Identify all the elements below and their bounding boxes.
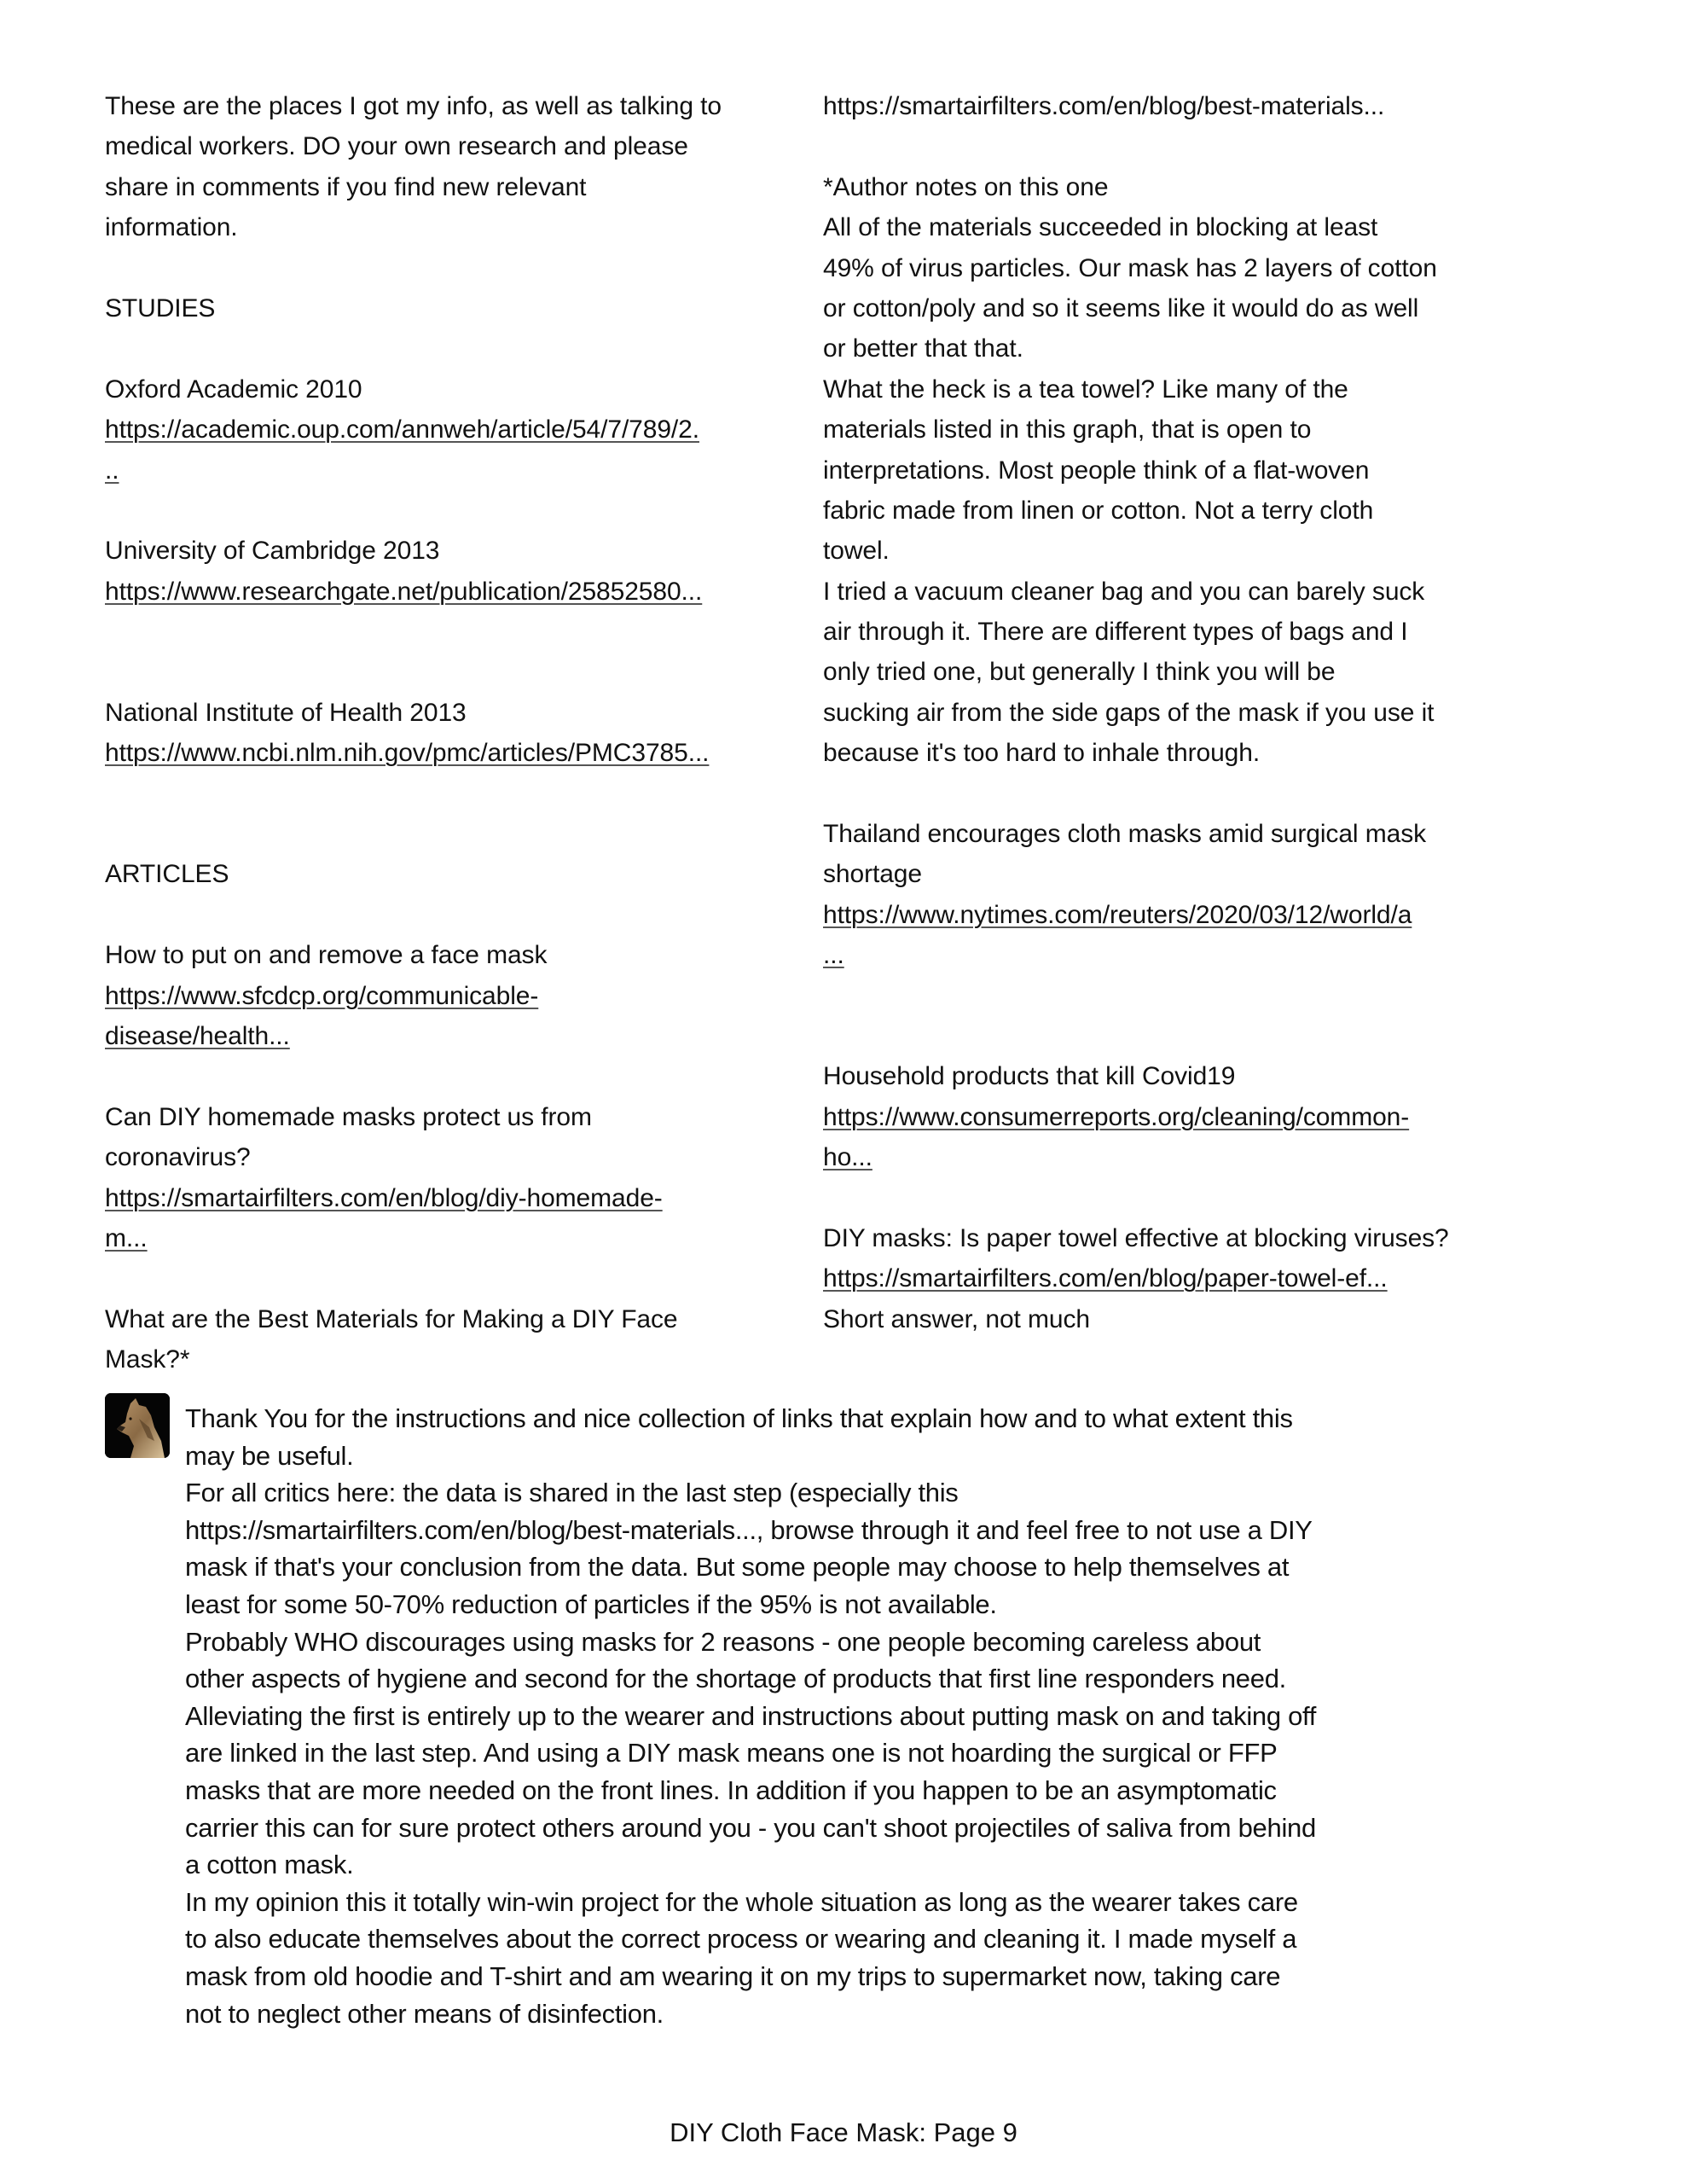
link-line[interactable] (105, 450, 804, 491)
comment-line: Alleviating the first is entirely up to the wearer and instructions about putting mask on and taking off (185, 1700, 1317, 1731)
link-text[interactable]: https://www.sfcdcp.org/communicable- (105, 981, 539, 1010)
comment-line: may be useful. (185, 1440, 354, 1471)
comment-line: other aspects of hygiene and second for the shortage of products that first line responders need. (185, 1664, 1286, 1694)
line-text: or cotton/poly and so it seems like it would do as well (823, 293, 1419, 322)
text-line (823, 328, 1557, 369)
blank-line (823, 1178, 1557, 1218)
link-text[interactable]: disease/health... (105, 1021, 290, 1050)
blank-line (105, 1258, 804, 1298)
comment-line: not to neglect other means of disinfection. (185, 1998, 664, 2029)
text-line (823, 491, 1557, 531)
line-text: sucking air from the side gaps of the mask if you use it (823, 698, 1435, 727)
link-line[interactable] (823, 1097, 1557, 1137)
text-line (105, 531, 804, 571)
text-line (105, 1137, 804, 1177)
link-line[interactable] (105, 1178, 804, 1218)
text-line (823, 167, 1557, 207)
comment-line: For all critics here: the data is shared in the last step (especially this (185, 1478, 959, 1508)
line-text: Household products that kill Covid19 (823, 1062, 1236, 1091)
comment-line: a cotton mask. (185, 1850, 354, 1880)
line-text: These are the places I got my info, as well as talking to (105, 92, 722, 120)
link-text[interactable]: https://www.consumerreports.org/cleaning/common- (823, 1102, 1410, 1131)
comment-line: to also educate themselves about the correct process or wearing and cleaning it. I made myself a (185, 1924, 1297, 1955)
line-text: because it's too hard to inhale through. (823, 739, 1261, 768)
comment-line: least for some 50-70% reduction of particles if the 95% is not available. (185, 1589, 997, 1619)
line-text: only tried one, but generally I think you will be (823, 658, 1336, 687)
line-text: 49% of virus particles. Our mask has 2 layers of cotton (823, 253, 1437, 282)
line-text: University of Cambridge 2013 (105, 537, 440, 566)
link-line[interactable] (105, 733, 804, 773)
comment-line: masks that are more needed on the front lines. In addition if you happen to be an asymptomatic (185, 1774, 1277, 1805)
comment-line: In my opinion this it totally win-win project for the whole situation as long as the wearer takes care (185, 1886, 1298, 1917)
comment-line: are linked in the last step. And using a DIY mask means one is not hoarding the surgical or FFP (185, 1738, 1278, 1769)
text-line (105, 288, 804, 328)
blank-line (823, 126, 1557, 166)
link-text[interactable]: m... (105, 1223, 148, 1252)
blank-line (105, 612, 804, 652)
link-text[interactable]: .. (105, 456, 119, 485)
wolf-avatar-icon[interactable] (105, 1393, 170, 1458)
text-line (105, 207, 804, 247)
line-text: All of the materials succeeded in blocking at least (823, 213, 1378, 242)
line-text: STUDIES (105, 293, 216, 322)
link-text[interactable]: https://academic.oup.com/annweh/article/54/7/789/2. (105, 415, 699, 444)
link-line[interactable] (823, 1137, 1557, 1177)
line-text: coronavirus? (105, 1143, 251, 1172)
link-line[interactable] (823, 935, 1557, 975)
text-line (105, 369, 804, 410)
text-line (105, 854, 804, 894)
text-line (105, 1097, 804, 1137)
text-line (823, 854, 1557, 894)
text-line (823, 450, 1557, 491)
comment-line: Probably WHO discourages using masks for 2 reasons - one people becoming careless about (185, 1626, 1261, 1657)
blank-line (105, 1056, 804, 1096)
line-text: Mask?* (105, 1345, 190, 1374)
line-text: information. (105, 213, 238, 242)
blank-line (105, 814, 804, 854)
text-line (823, 733, 1557, 773)
line-text: How to put on and remove a face mask (105, 941, 548, 970)
line-text: medical workers. DO your own research and please (105, 132, 688, 161)
line-text: https://smartairfilters.com/en/blog/best-materials... (823, 92, 1385, 120)
page-footer: DIY Cloth Face Mask: Page 9 (670, 2117, 1017, 2147)
line-text: towel. (823, 537, 890, 566)
link-text[interactable]: ... (823, 941, 844, 970)
text-line (823, 1299, 1557, 1339)
comment-line: carrier this can for sure protect others around you - you can't shoot projectiles of saliva from behind (185, 1812, 1316, 1843)
link-text[interactable]: https://www.ncbi.nlm.nih.gov/pmc/articles/PMC3785... (105, 739, 710, 768)
blank-line (105, 895, 804, 935)
link-text[interactable]: https://smartairfilters.com/en/blog/diy-homemade- (105, 1183, 663, 1212)
line-text: *Author notes on this one (823, 172, 1109, 201)
text-line (105, 935, 804, 975)
text-line (823, 652, 1557, 692)
blank-line (105, 248, 804, 288)
right-column (823, 86, 1557, 1339)
text-line (105, 126, 804, 166)
line-text: Can DIY homemade masks protect us from (105, 1102, 592, 1131)
comment-line: mask if that's your conclusion from the data. But some people may choose to help themselves at (185, 1552, 1290, 1583)
line-text: air through it. There are different types of bags and I (823, 618, 1408, 647)
text-line (823, 531, 1557, 571)
line-text: What are the Best Materials for Making a DIY Face (105, 1304, 678, 1333)
avatar-image (105, 1393, 170, 1458)
text-line (823, 410, 1557, 450)
text-line (105, 693, 804, 733)
line-text: fabric made from linen or cotton. Not a terry cloth (823, 496, 1374, 525)
link-line[interactable] (823, 1258, 1557, 1298)
comment-line: mask from old hoodie and T-shirt and am wearing it on my trips to supermarket now, taking care (185, 1960, 1281, 1991)
text-line (823, 288, 1557, 328)
comment-text (185, 1400, 1316, 2032)
text-line (823, 814, 1557, 854)
line-text: share in comments if you find new relevant (105, 172, 587, 201)
comment-line: Thank You for the instructions and nice collection of links that explain how and to what extent this (185, 1403, 1293, 1433)
text-line (823, 612, 1557, 652)
blank-line (105, 652, 804, 692)
link-line[interactable] (105, 410, 804, 450)
text-line (823, 1218, 1557, 1258)
text-line (823, 86, 1557, 126)
line-text: Thailand encourages cloth masks amid surgical mask (823, 820, 1426, 849)
line-text: or better that that. (823, 334, 1023, 363)
blank-line (823, 1016, 1557, 1056)
line-text: What the heck is a tea towel? Like many of the (823, 375, 1348, 404)
text-line (823, 1056, 1557, 1096)
link-text[interactable]: ho... (823, 1143, 872, 1172)
left-column (105, 86, 804, 1380)
link-line[interactable] (823, 895, 1557, 935)
comment-line: https://smartairfilters.com/en/blog/best-materials..., browse through it and feel free to not use a DIY (185, 1514, 1313, 1545)
link-line[interactable] (105, 1016, 804, 1056)
line-text: DIY masks: Is paper towel effective at blocking viruses? (823, 1223, 1449, 1252)
text-line (823, 248, 1557, 288)
text-line (105, 1339, 804, 1380)
text-line (105, 86, 804, 126)
link-line[interactable] (105, 572, 804, 612)
text-line (105, 1299, 804, 1339)
line-text: interpretations. Most people think of a flat-woven (823, 456, 1370, 485)
line-text: I tried a vacuum cleaner bag and you can barely suck (823, 577, 1425, 606)
line-text: materials listed in this graph, that is open to (823, 415, 1312, 444)
line-text: ARTICLES (105, 860, 229, 889)
blank-line (823, 976, 1557, 1016)
link-text[interactable]: https://www.nytimes.com/reuters/2020/03/12/world/a (823, 900, 1412, 929)
text-line (105, 167, 804, 207)
text-line (823, 369, 1557, 410)
blank-line (105, 491, 804, 531)
line-text: shortage (823, 860, 922, 889)
line-text: National Institute of Health 2013 (105, 698, 467, 727)
text-line (823, 207, 1557, 247)
blank-line (823, 774, 1557, 814)
link-line[interactable] (105, 1218, 804, 1258)
line-text: Short answer, not much (823, 1304, 1090, 1333)
link-text[interactable]: https://smartairfilters.com/en/blog/paper-towel-ef... (823, 1264, 1388, 1293)
line-text: Oxford Academic 2010 (105, 375, 362, 404)
blank-line (105, 328, 804, 369)
text-line (823, 693, 1557, 733)
link-line[interactable] (105, 976, 804, 1016)
text-line (823, 572, 1557, 612)
link-text[interactable]: https://www.researchgate.net/publication/25852580... (105, 577, 703, 606)
blank-line (105, 774, 804, 814)
